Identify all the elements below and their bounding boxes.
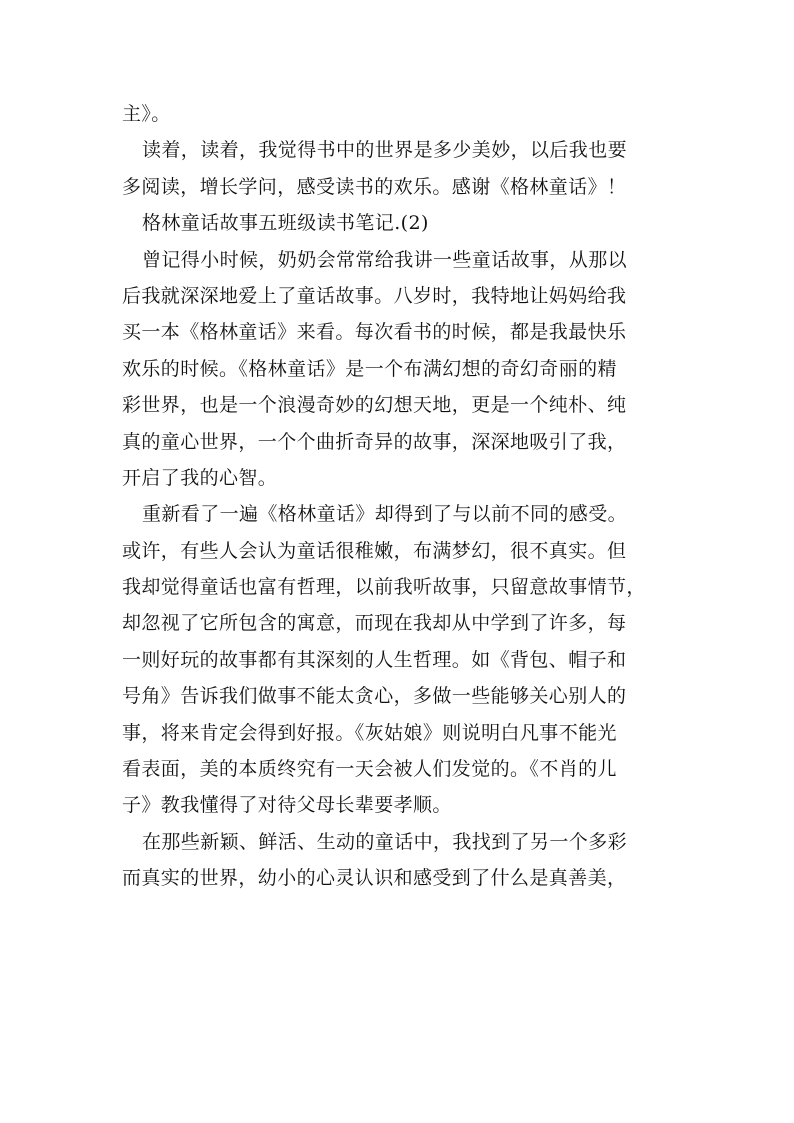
text-line: 重新看了一遍《格林童话》却得到了与以前不同的感受。 xyxy=(142,503,628,526)
text-line: 看表面，美的本质终究有一天会被人们发觉的。《不肖的儿 xyxy=(122,758,617,781)
text-line: 事，将来肯定会得到好报。《灰姑娘》则说明白凡事不能光 xyxy=(122,721,617,744)
text-line: 曾记得小时候，奶奶会常常给我讲一些童话故事，从那以 xyxy=(142,248,628,271)
text-line: 买一本《格林童话》来看。每次看书的时候，都是我最快乐 xyxy=(122,321,627,344)
text-line: 真的童心世界，一个个曲折奇异的故事，深深地吸引了我， xyxy=(122,430,627,453)
text-line: 主》。 xyxy=(122,103,171,125)
text-line: 后我就深深地爱上了童话故事。八岁时，我特地让妈妈给我 xyxy=(122,284,627,307)
text-line: 我却觉得童话也富有哲理，以前我听故事，只留意故事情节， xyxy=(122,576,646,599)
text-line: 在那些新颖、鲜活、生动的童话中，我找到了另一个多彩 xyxy=(142,830,628,853)
text-line: 读着，读着，我觉得书中的世界是多少美妙，以后我也要 xyxy=(142,139,628,162)
text-line: 号角》告诉我们做事不能太贪心，多做一些能够关心别人的 xyxy=(122,685,627,708)
document-body xyxy=(122,96,682,897)
text-line: 开启了我的心智。 xyxy=(122,466,278,489)
text-line: 子》教我懂得了对待父母长辈要孝顺。 xyxy=(122,794,452,817)
text-line: 多阅读，增长学问，感受读书的欢乐。感谢《格林童话》！ xyxy=(122,175,627,198)
section-heading: 格林童话故事五班级读书笔记.(2) xyxy=(142,212,429,235)
text-line: 彩世界，也是一个浪漫奇妙的幻想天地，更是一个纯朴、纯 xyxy=(122,394,627,417)
text-line: 欢乐的时候。《格林童话》是一个布满幻想的奇幻奇丽的精 xyxy=(122,357,617,380)
text-line: 或许，有些人会认为童话很稚嫩，布满梦幻，很不真实。但 xyxy=(122,539,627,562)
text-line: 却忽视了它所包含的寓意，而现在我却从中学到了许多，每 xyxy=(122,612,627,635)
text-line: 而真实的世界，幼小的心灵认识和感受到了什么是真善美， xyxy=(122,867,627,890)
text-line: 一则好玩的故事都有其深刻的人生哲理。如《背包、帽子和 xyxy=(122,648,627,671)
